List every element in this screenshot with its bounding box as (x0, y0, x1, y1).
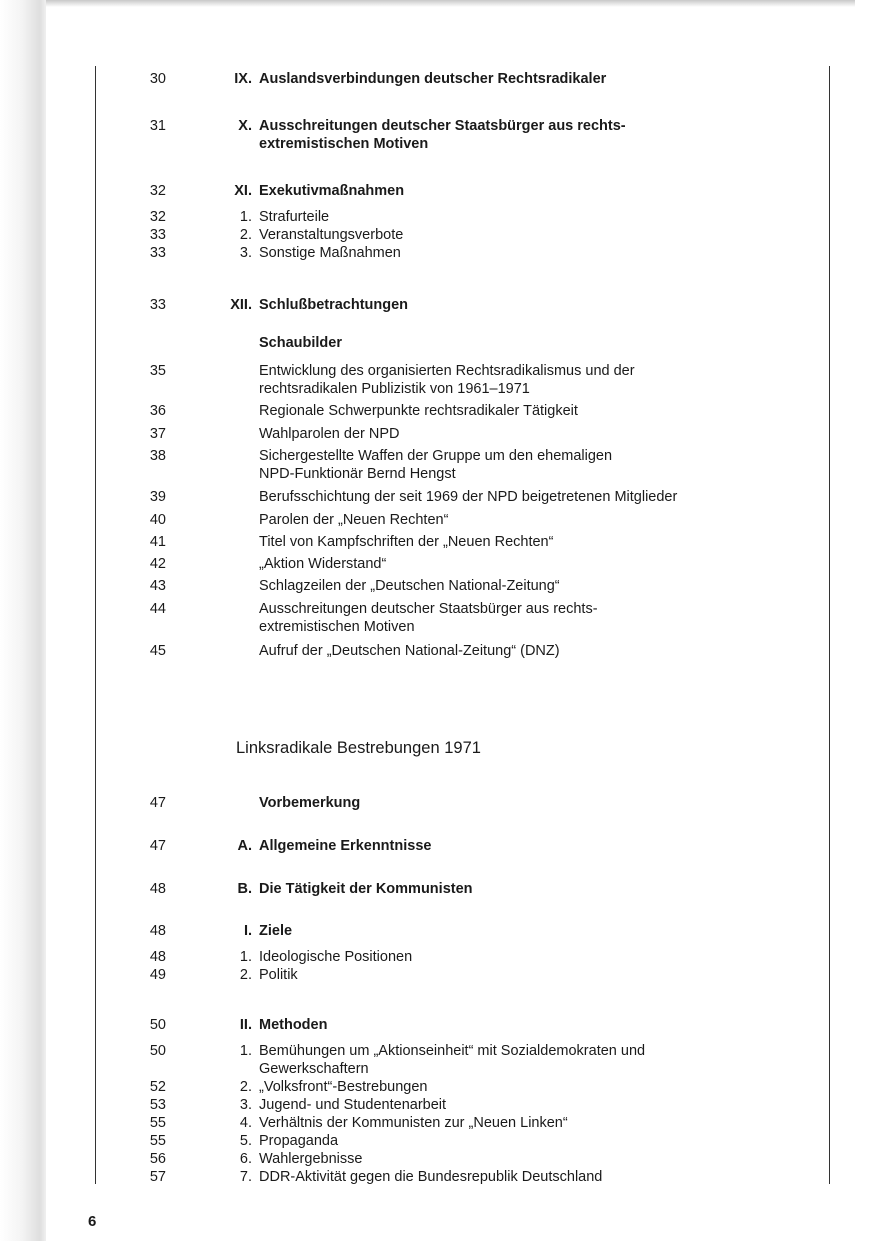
toc-entry-number: XII. (230, 297, 252, 313)
toc-page-number: 47 (149, 838, 166, 854)
toc-entry-title: Propaganda (259, 1133, 339, 1149)
toc-entry-title: Veranstaltungsverbote (259, 227, 404, 243)
toc-page-number: 35 (149, 363, 166, 379)
toc-entry-number: 6. (239, 1151, 252, 1167)
toc-entry-number: 3. (239, 245, 252, 261)
toc-entry-title: Vorbemerkung (259, 795, 361, 811)
toc-page-number: 57 (149, 1169, 166, 1185)
toc-entry-number: 1. (239, 1043, 252, 1059)
toc-entry-title: Strafurteile (259, 209, 330, 225)
toc-page-number: 45 (149, 643, 166, 659)
toc-page-number: 47 (149, 795, 166, 811)
toc-page-number: 36 (149, 403, 166, 419)
toc-entry-title: rechtsradikalen Publizistik von 1961–1971 (259, 381, 530, 397)
toc-entry-title: Gewerkschaftern (259, 1061, 369, 1077)
page-top-shadow (40, 0, 855, 7)
toc-page-number: 33 (149, 297, 166, 313)
toc-entry-title: Sonstige Maßnahmen (259, 245, 401, 261)
toc-page-number: 53 (149, 1097, 166, 1113)
toc-entry-title: Bemühungen um „Aktionseinheit“ mit Sozialdemokraten und (259, 1043, 646, 1059)
left-margin-rule (95, 66, 96, 1184)
toc-page-number: 31 (149, 118, 166, 134)
toc-entry-number: 1. (239, 209, 252, 225)
toc-entry-title: DDR-Aktivität gegen die Bundesrepublik Deutschland (259, 1169, 603, 1185)
toc-entry-title: Ziele (259, 923, 293, 939)
toc-page-number: 50 (149, 1017, 166, 1033)
toc-page-number: 55 (149, 1133, 166, 1149)
toc-entry-title: Jugend- und Studentenarbeit (259, 1097, 447, 1113)
toc-entry-title: Parolen der „Neuen Rechten“ (259, 512, 449, 528)
toc-entry-number: I. (243, 923, 252, 939)
toc-page-number: 37 (149, 426, 166, 442)
toc-entry-title: Schlagzeilen der „Deutschen National-Zeitung“ (259, 578, 560, 594)
toc-entry-title: Aufruf der „Deutschen National-Zeitung“ (DNZ) (259, 643, 560, 659)
toc-page-number: 39 (149, 489, 166, 505)
toc-entry-title: Auslandsverbindungen deutscher Rechtsradikaler (259, 71, 607, 87)
toc-entry-title: Ideologische Positionen (259, 949, 413, 965)
toc-page-number: 43 (149, 578, 166, 594)
toc-entry-number: 7. (239, 1169, 252, 1185)
toc-entry-title: Wahlparolen der NPD (259, 426, 400, 442)
toc-entry-title: Berufsschichtung der seit 1969 der NPD beigetretenen Mitglieder (259, 489, 678, 505)
toc-page-number: 32 (149, 209, 166, 225)
toc-entry-number: 2. (239, 1079, 252, 1095)
toc-entry-number: B. (237, 881, 252, 897)
toc-page-number: 48 (149, 923, 166, 939)
toc-entry-number: IX. (234, 71, 252, 87)
toc-page-number: 42 (149, 556, 166, 572)
page-number: 6 (88, 1213, 97, 1230)
toc-entry-number: 4. (239, 1115, 252, 1131)
toc-page-number: 41 (149, 534, 166, 550)
toc-entry-title: Schlußbetrachtungen (259, 297, 409, 313)
toc-entry-number: 5. (239, 1133, 252, 1149)
toc-entry-title: Entwicklung des organisierten Rechtsradikalismus und der (259, 363, 635, 379)
toc-page-number: 55 (149, 1115, 166, 1131)
toc-page-number: 49 (149, 967, 166, 983)
toc-entry-number: 2. (239, 967, 252, 983)
toc-page-number: 48 (149, 949, 166, 965)
toc-page-number: 33 (149, 245, 166, 261)
toc-entry-number: X. (238, 118, 252, 134)
toc-page-number: 48 (149, 881, 166, 897)
toc-entry-number: XI. (234, 183, 252, 199)
toc-page-number: 32 (149, 183, 166, 199)
toc-page-number: 33 (149, 227, 166, 243)
toc-entry-title: Wahlergebnisse (259, 1151, 363, 1167)
toc-entry-title: Sichergestellte Waffen der Gruppe um den ehemaligen (259, 448, 613, 464)
toc-page-number: 40 (149, 512, 166, 528)
toc-page-number: 50 (149, 1043, 166, 1059)
page-binding-shadow (0, 0, 46, 1241)
toc-entry-title: „Aktion Widerstand“ (259, 556, 387, 572)
toc-entry-title: extremistischen Motiven (259, 619, 415, 635)
toc-entry-number: II. (239, 1017, 252, 1033)
toc-page-number: 44 (149, 601, 166, 617)
toc-page-number: 30 (149, 71, 166, 87)
toc-page-number: 56 (149, 1151, 166, 1167)
toc-entry-number: 1. (239, 949, 252, 965)
toc-entry-title: „Volksfront“-Bestrebungen (259, 1079, 428, 1095)
toc-entry-title: Methoden (259, 1017, 328, 1033)
toc-entry-title: Politik (259, 967, 298, 983)
toc-page-number: 52 (149, 1079, 166, 1095)
toc-entry-title: Ausschreitungen deutscher Staatsbürger aus rechts- (259, 118, 626, 134)
toc-entry-number: A. (237, 838, 252, 854)
toc-entry-title: NPD-Funktionär Bernd Hengst (259, 466, 456, 482)
toc-entry-number: 3. (239, 1097, 252, 1113)
toc-entry-title: Regionale Schwerpunkte rechtsradikaler Tätigkeit (259, 403, 578, 419)
section-heading: Linksradikale Bestrebungen 1971 (236, 739, 481, 757)
toc-entry-title: Die Tätigkeit der Kommunisten (259, 881, 473, 897)
toc-page-number: 38 (149, 448, 166, 464)
toc-entry-title: Exekutivmaßnahmen (259, 183, 405, 199)
toc-entry-title: Titel von Kampfschriften der „Neuen Rechten“ (259, 534, 554, 550)
toc-entry-number: 2. (239, 227, 252, 243)
right-margin-rule (829, 66, 830, 1184)
toc-entry-title: Ausschreitungen deutscher Staatsbürger aus rechts- (259, 601, 598, 617)
toc-entry-title: Allgemeine Erkenntnisse (259, 838, 432, 854)
toc-entry-title: extremistischen Motiven (259, 136, 429, 152)
toc-entry-title: Verhältnis der Kommunisten zur „Neuen Linken“ (259, 1115, 568, 1131)
toc-entry-title: Schaubilder (259, 335, 342, 351)
